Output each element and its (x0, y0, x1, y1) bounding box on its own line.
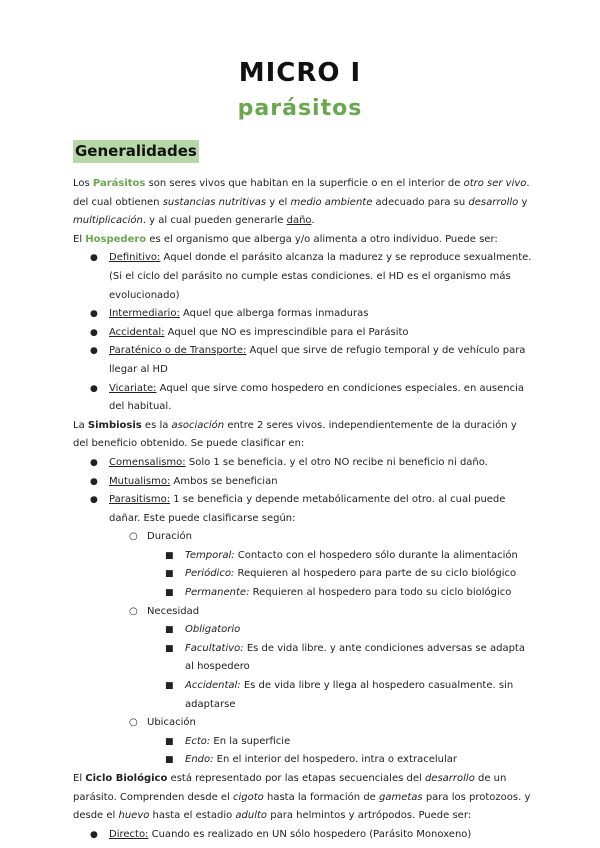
document-body (73, 175, 533, 844)
list-item: ■ Ecto: En la superficie (147, 733, 533, 752)
list-item: ● Definitivo: Aquel donde el parásito alcanza la madurez y se reproduce sexualmente. (Si el ciclo del parásito no cumple estas condiciones. el HD es el organismo más evolucionado) (73, 249, 533, 305)
parasitismo-sublist (109, 528, 533, 770)
list-item: ○ Necesidad ■ Obligatorio ■ Facultativo: Es de vida libre. y ante condiciones adversas se adapta al hospedero ■ Accidental: Es de vida libre y llega al hospedero casualmente. sin adaptarse (109, 603, 533, 715)
ciclo-paragraph: El Ciclo Biológico está representado por las etapas secuenciales del desarrollo de un parásito. Comprenden desde el cigoto hasta la formación de gametas para los protozoos. y desde el huevo hasta el estadio adulto para helmintos y artrópodos. Puede ser: (73, 773, 531, 822)
hospedero-list (73, 249, 533, 416)
list-item: ■ Obligatorio (147, 621, 533, 640)
hospedero-paragraph: El Hospedero es el organismo que alberga y/o alimenta a otro individuo. Puede ser: (73, 233, 498, 245)
document-title: MICRO I (238, 58, 362, 88)
list-item: ○ Duración ■ Temporal: Contacto con el hospedero sólo durante la alimentación ■ Periódico: Requieren al hospedero para parte de su ciclo biológico ■ Permanente: Requieren al hospedero para todo su ciclo biológico (109, 528, 533, 602)
simbiosis-paragraph: La Simbiosis es la asociación entre 2 seres vivos. independientemente de la duración y del beneficio obtenido. Se puede clasificar en: (73, 419, 517, 450)
list-item: ■ Periódico: Requieren al hospedero para parte de su ciclo biológico (147, 565, 533, 584)
list-item: ● Intermediario: Aquel que alberga formas inmaduras (73, 305, 533, 324)
list-item: ● Parasitismo: 1 se beneficia y depende metabólicamente del otro. al cual puede dañar. Este puede clasificarse según: ○ Duración ■ Temporal: Contacto con el hospedero sólo durante la alimentación ■ Periódico: Requieren al hospedero para parte de su ciclo biológico ■ Permanente: Requieren al hospedero para todo su ciclo biológico ○ Necesidad ■ Obligatorio ■ Facultativo: Es de vida libre. y ante condiciones adversas se adapta al hospedero ■ Accidental: Es de vida libre y llega al hospedero casualmente. sin adaptarse ○ Ubicación ■ Ecto: En la superficie ■ Endo: En el interior del hospedero. intra o extracelular (73, 491, 533, 770)
list-item: ■ Temporal: Contacto con el hospedero sólo durante la alimentación (147, 547, 533, 566)
list-item: ● Mutualismo: Ambos se benefician (73, 473, 533, 492)
list-item: ● Comensalismo: Solo 1 se beneficia. y el otro NO recibe ni beneficio ni daño. (73, 454, 533, 473)
list-item: ■ Facultativo: Es de vida libre. y ante condiciones adversas se adapta al hospedero (147, 640, 533, 677)
list-item: ■ Permanente: Requieren al hospedero para todo su ciclo biológico (147, 584, 533, 603)
parasitos-paragraph: Los Parásitos son seres vivos que habitan en la superficie o en el interior de otro ser vivo. del cual obtienen sustancias nutritivas y el medio ambiente adecuado para su desarrollo y multiplicación. y al cual pueden generarle daño. (73, 178, 530, 227)
simbiosis-list (73, 454, 533, 770)
list-item: ● Vicariate: Aquel que sirve como hospedero en condiciones especiales. en ausencia del habitual. (73, 380, 533, 417)
list-item: ■ Endo: En el interior del hospedero. intra o extracelular (147, 751, 533, 770)
ciclo-list (73, 826, 533, 845)
list-item: ● Directo: Cuando es realizado en UN sólo hospedero (Parásito Monoxeno) (73, 826, 533, 845)
list-item: ■ Accidental: Es de vida libre y llega al hospedero casualmente. sin adaptarse (147, 677, 533, 714)
list-item: ● Paraténico o de Transporte: Aquel que sirve de refugio temporal y de vehículo para llegar al HD (73, 342, 533, 379)
section-heading: Generalidades (73, 140, 199, 163)
document-subtitle: parásitos (237, 96, 363, 121)
ubicacion-list (147, 733, 533, 770)
duracion-list (147, 547, 533, 603)
list-item: ● Accidental: Aquel que NO es imprescindible para el Parásito (73, 324, 533, 343)
necesidad-list (147, 621, 533, 714)
list-item: ○ Ubicación ■ Ecto: En la superficie ■ Endo: En el interior del hospedero. intra o extracelular (109, 714, 533, 770)
